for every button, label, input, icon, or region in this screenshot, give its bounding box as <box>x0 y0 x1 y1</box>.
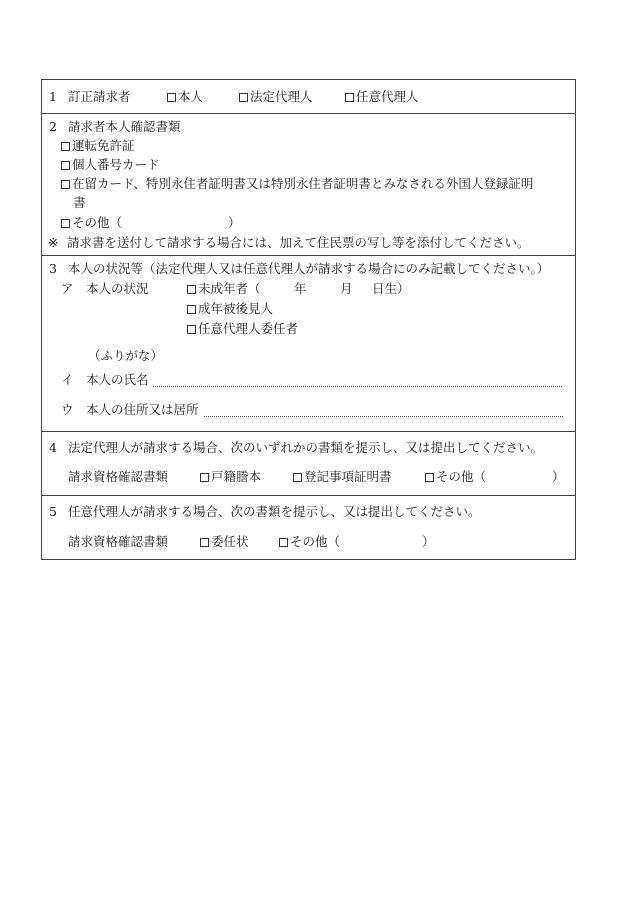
checkbox-registration-certificate[interactable] <box>293 469 392 485</box>
checkbox-square-icon <box>187 305 196 314</box>
checkbox-drivers-license-label: 運転免許証 <box>72 138 135 153</box>
checkbox-registration-certificate-label: 登記事項証明書 <box>304 469 392 484</box>
checkbox-adult-ward-label: 成年被後見人 <box>198 301 274 316</box>
checkbox-other-voluntary-doc[interactable] <box>279 534 340 550</box>
note-mark: ※ <box>48 235 59 250</box>
checkbox-adult-ward[interactable] <box>187 301 273 317</box>
checkbox-square-icon <box>61 142 70 151</box>
checkbox-voluntary-principal-label: 任意代理人委任者 <box>198 321 299 336</box>
other-voluntary-doc-close-paren: ） <box>422 534 435 549</box>
checkbox-power-of-attorney-label: 委任状 <box>211 534 249 549</box>
checkbox-square-icon <box>293 473 302 482</box>
checkbox-square-icon <box>279 538 288 547</box>
other-id-close-paren: ） <box>228 215 241 230</box>
checkbox-other-id[interactable] <box>61 215 122 231</box>
section-3 <box>42 256 575 432</box>
section-4 <box>42 432 575 496</box>
principal-address-field[interactable] <box>204 416 563 417</box>
birth-month-label: 月 <box>340 281 353 296</box>
checkbox-square-icon <box>61 219 70 228</box>
checkbox-square-icon <box>187 325 196 334</box>
checkbox-family-register[interactable] <box>200 469 261 485</box>
section-5-number: 5 <box>49 504 57 519</box>
voluntary-agent-doc-label: 請求資格確認書類 <box>68 534 169 549</box>
checkbox-family-register-label: 戸籍謄本 <box>211 469 262 484</box>
checkbox-square-icon <box>239 93 248 102</box>
checkbox-square-icon <box>167 93 176 102</box>
principal-name-label: イ 本人の氏名 <box>61 372 149 387</box>
section-1-label: 訂正請求者 <box>68 89 131 104</box>
checkbox-legal-agent[interactable] <box>239 89 313 105</box>
other-legal-doc-close-paren: ） <box>552 469 565 484</box>
checkbox-minor[interactable] <box>187 281 261 297</box>
checkbox-minor-label: 未成年者（ <box>198 281 261 296</box>
principal-status-label: ア 本人の状況 <box>61 281 149 296</box>
checkbox-residence-card-label: 在留カード、特別永住者証明書又は特別永住者証明書とみなされる外国人登録証明 <box>72 176 534 191</box>
checkbox-square-icon <box>61 180 70 189</box>
checkbox-other-legal-doc-label: その他（ <box>436 469 487 484</box>
checkbox-power-of-attorney[interactable] <box>200 534 249 550</box>
checkbox-square-icon <box>61 161 70 170</box>
birth-day-label: 日生） <box>372 281 410 296</box>
checkbox-square-icon <box>187 285 196 294</box>
checkbox-my-number-card-label: 個人番号カード <box>72 157 160 172</box>
section-2-number: 2 <box>49 119 57 134</box>
checkbox-square-icon <box>200 473 209 482</box>
checkbox-self[interactable] <box>167 89 203 105</box>
checkbox-other-legal-doc[interactable] <box>425 469 486 485</box>
correction-request-form <box>41 79 576 560</box>
section-3-number: 3 <box>49 261 57 276</box>
mail-request-note: 請求書を送付して請求する場合には、加えて住民票の写し等を添付してください。 <box>67 235 530 250</box>
section-3-label: 本人の状況等（法定代理人又は任意代理人が請求する場合にのみ記載してください。） <box>68 261 550 276</box>
principal-name-field[interactable] <box>153 386 562 387</box>
checkbox-voluntary-agent-label: 任意代理人 <box>356 89 419 104</box>
checkbox-voluntary-agent[interactable] <box>345 89 419 105</box>
section-2-label: 請求者本人確認書類 <box>68 119 181 134</box>
checkbox-self-label: 本人 <box>178 89 204 104</box>
furigana-label: （ふりがな） <box>88 348 164 363</box>
checkbox-drivers-license[interactable] <box>61 138 135 154</box>
checkbox-residence-card[interactable] <box>61 176 533 192</box>
legal-agent-doc-label: 請求資格確認書類 <box>68 469 169 484</box>
residence-card-wrap-text: 書 <box>73 195 86 210</box>
checkbox-square-icon <box>200 538 209 547</box>
checkbox-square-icon <box>345 93 354 102</box>
section-4-label: 法定代理人が請求する場合、次のいずれかの書類を提示し、又は提出してください。 <box>68 440 544 455</box>
checkbox-square-icon <box>425 473 434 482</box>
section-5-label: 任意代理人が請求する場合、次の書類を提示し、又は提出してください。 <box>68 504 481 519</box>
checkbox-legal-agent-label: 法定代理人 <box>250 89 313 104</box>
birth-year-label: 年 <box>294 281 307 296</box>
section-2 <box>42 114 575 256</box>
section-1 <box>42 80 575 114</box>
section-4-number: 4 <box>49 440 57 455</box>
checkbox-my-number-card[interactable] <box>61 157 160 173</box>
section-5 <box>42 496 575 559</box>
checkbox-other-id-label: その他（ <box>72 215 123 230</box>
principal-address-label: ウ 本人の住所又は居所 <box>61 402 199 417</box>
section-1-number: 1 <box>49 89 57 104</box>
checkbox-voluntary-principal[interactable] <box>187 321 298 337</box>
checkbox-other-voluntary-doc-label: その他（ <box>290 534 341 549</box>
